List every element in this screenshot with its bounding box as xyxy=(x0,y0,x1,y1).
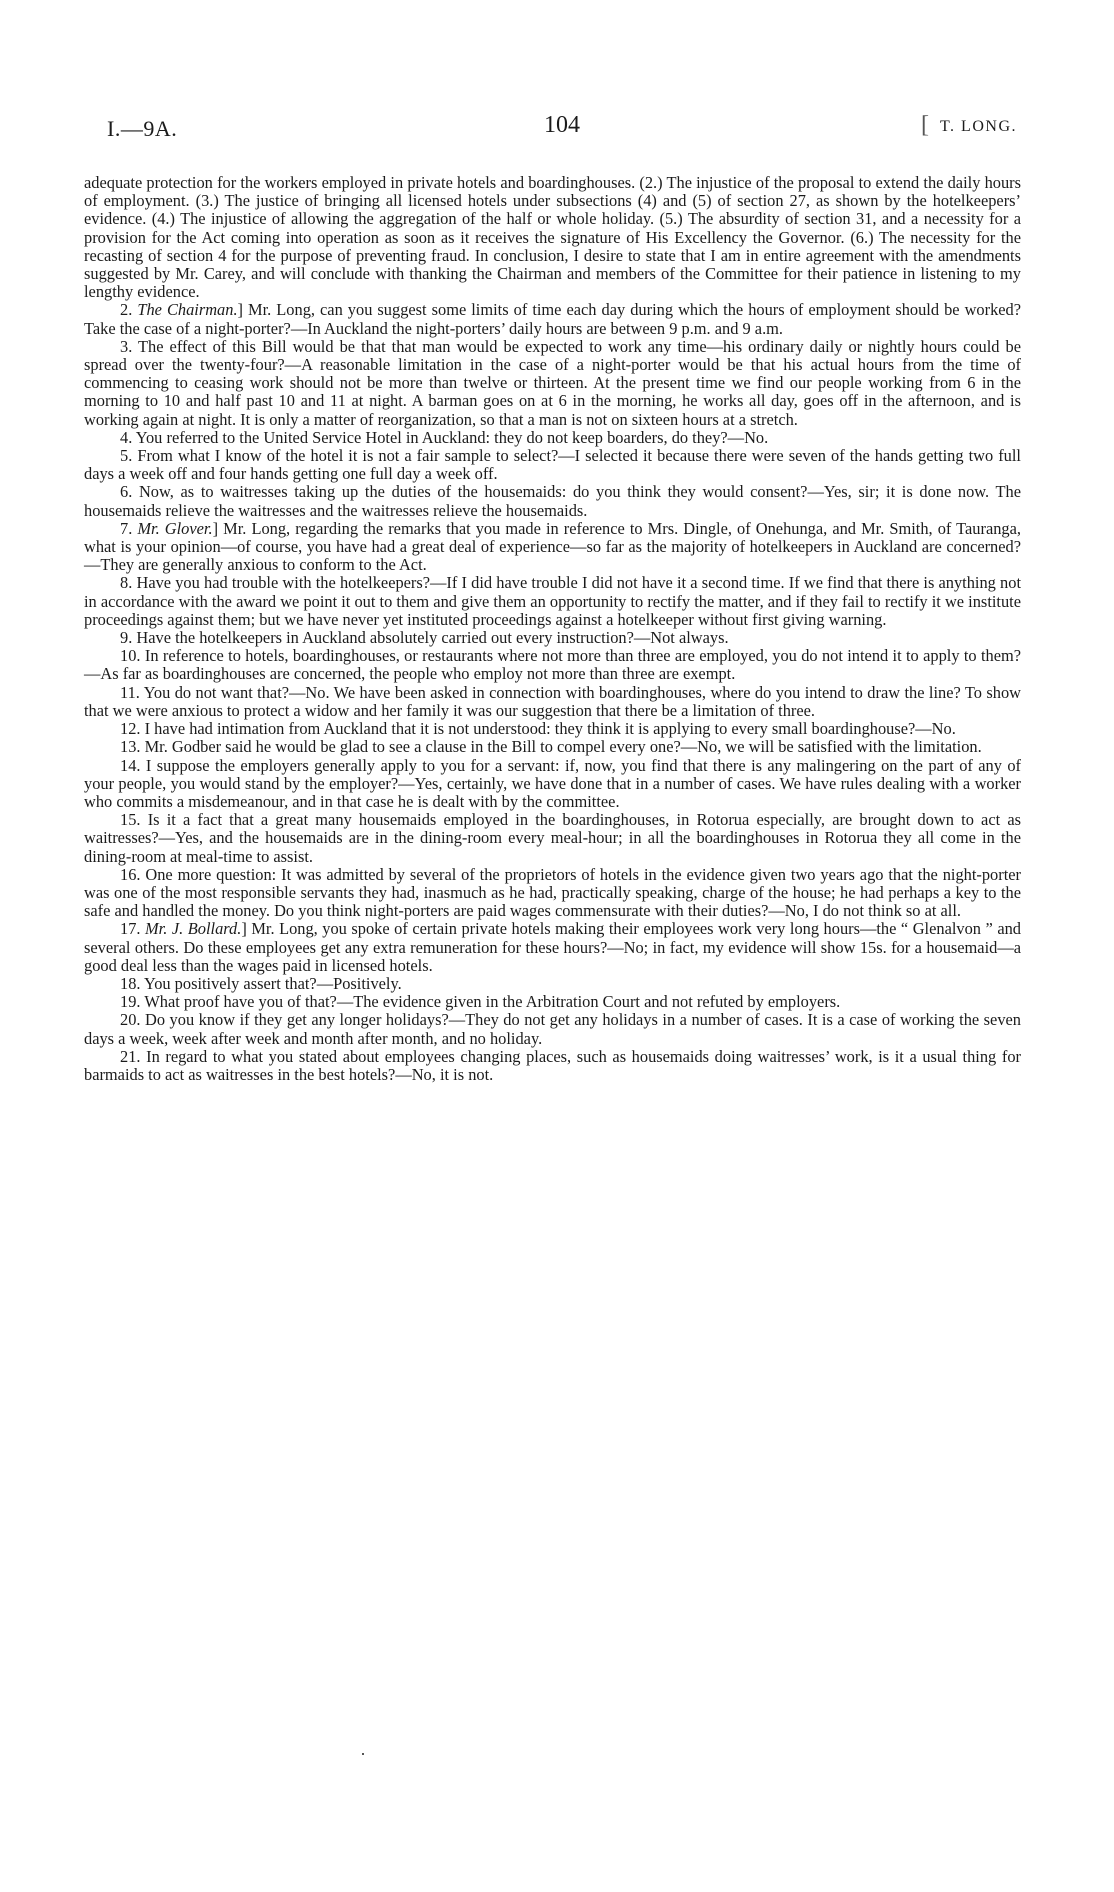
paragraph: 11. You do not want that?—No. We have been asked in connection with boardinghouses, where do you intend to draw the line? To show that we were anxious to protect a widow and her family it was our suggestion that there be a limitation of three. xyxy=(84,682,1021,720)
paragraph: 6. Now, as to waitresses taking up the duties of the housemaids: do you think they would consent?—Yes, sir; it is done now. The housemaids relieve the waitresses and the waitresses relieve the housemaids. xyxy=(84,482,1021,520)
paragraph: 4. You referred to the United Service Hotel in Auckland: they do not keep boarders, do they?—No. xyxy=(120,427,769,447)
evidence-text xyxy=(84,174,1021,1084)
paragraph: 10. In reference to hotels, boardinghouses, or restaurants where not more than three are employed, you do not intend it to apply to them?—As far as boardinghouses are concerned, the people who employ not more than three are exempt. xyxy=(84,646,1021,684)
paragraph: 13. Mr. Godber said he would be glad to see a clause in the Bill to compel every one?—No, we will be satisfied with the limitation. xyxy=(120,737,982,757)
paragraph: 15. Is it a fact that a great many housemaids employed in the boardinghouses, in Rotorua especially, are brought down to act as waitresses?—Yes, and the housemaids are in the dining-room every meal-hour; in all the boardinghouses in Rotorua they all come in the dining-room at meal-time to assist. xyxy=(84,810,1021,866)
paragraph: 8. Have you had trouble with the hotelkeepers?—If I did have trouble I did not have it a second time. If we find that there is anything not in accordance with the award we point it out to them and give them an opportunity to rectify the matter, and if they fail to rectify it we institute proceedings against them; but we have never yet instituted proceedings against a hotelkeeper without first giving warning. xyxy=(84,573,1021,629)
paragraph: 7. Mr. Glover.] Mr. Long, regarding the remarks that you made in reference to Mrs. Dingle, of Onehunga, and Mr. Smith, of Tauranga, what is your opinion—of course, you have had a great deal of experience—so far as the majority of hotelkeepers in Auckland are concerned?—They are generally anxious to conform to the Act. xyxy=(84,518,1021,575)
paragraph: 18. You positively assert that?—Positively. xyxy=(120,973,402,993)
paragraph: 9. Have the hotelkeepers in Auckland absolutely carried out every instruction?—Not always. xyxy=(120,628,729,648)
paragraph: 19. What proof have you of that?—The evidence given in the Arbitration Court and not refuted by employers. xyxy=(120,992,841,1012)
paragraph: 20. Do you know if they get any longer holidays?—They do not get any holidays in a number of cases. It is a case of working the seven days a week, week after week and month after month, and no holiday. xyxy=(84,1010,1021,1048)
page-header xyxy=(107,112,1017,152)
witness-name: T. LONG. xyxy=(939,118,1017,135)
paragraph: 21. In regard to what you stated about employees changing places, such as housemaids doing waitresses’ work, is it a usual thing for barmaids to act as waitresses in the best hotels?—No, it is not. xyxy=(84,1046,1021,1084)
print-speck xyxy=(362,1753,364,1755)
paragraph: 17. Mr. J. Bollard.] Mr. Long, you spoke of certain private hotels making their employees work very long hours—the “ Glenalvon ” and several others. Do these employees get any extra remuneration for these hours?—No; in fact, my evidence will show 15s. for a housemaid—a good deal less than the wages paid in licensed hotels. xyxy=(84,919,1021,975)
paragraph: 16. One more question: It was admitted by several of the proprietors of hotels in the evidence given two years ago that the night-porter was one of the most responsible servants they had, inasmuch as he had, practically speaking, charge of the house; he had perhaps a key to the safe and handled the money. Do you think night-porters are paid wages commensurate with their duties?—No, I do not think so at all. xyxy=(84,864,1021,921)
paragraph: 5. From what I know of the hotel it is not a fair sample to select?—I selected it because there were seven of the hands getting two full days a week off and four hands getting one full day a week off. xyxy=(84,446,1021,484)
paragraph: 2. The Chairman.] Mr. Long, can you suggest some limits of time each day during which the hours of employment should be worked? Take the case of a night-porter?—In Auckland the night-porters’ daily hours are between 9 p.m. and 9 a.m. xyxy=(84,300,1022,338)
paragraph: 3. The effect of this Bill would be that that man would be expected to work any time—his ordinary daily or nightly hours could be spread over the twenty-four?—A reasonable limitation in the case of a night-porter would be that his actual hours from the time of commencing to ceasing work should not be more than twelve or thirteen. At the present time we find our people working from 6 in the morning to 10 and half past 10 and 11 at night. A barman goes on at 6 in the morning, he works all day, goes off in the afternoon, and is working again at night. It is only a matter of reorganization, so that a man is not on sixteen hours at a stretch. xyxy=(84,336,1021,429)
paragraph: adequate protection for the workers employed in private hotels and boardinghouses. (2.) The injustice of the proposal to extend the daily hours of employment. (3.) The justice of bringing all licensed hotels under subsections (4) and (5) of section 27, as shown by the hotelkeepers’ evidence. (4.) The injustice of allowing the aggregation of the half or whole holiday. (5.) The absurdity of section 31, and a necessity for a provision for the Act coming into operation as soon as it receives the signature of His Excellency the Governor. (6.) The necessity for the recasting of section 4 for the purpose of preventing fraud. In conclusion, I desire to state that I am in entire agreement with the amendments suggested by Mr. Carey, and will conclude with thanking the Chairman and members of the Committee for their patience in listening to my lengthy evidence. xyxy=(84,173,1021,302)
paper-reference: I.—9A. xyxy=(107,116,178,141)
paragraph: 12. I have had intimation from Auckland that it is not understood: they think it is applying to every small boardinghouse?—No. xyxy=(120,719,956,739)
bracket-glyph: [ xyxy=(921,112,929,138)
paragraph: 14. I suppose the employers generally apply to you for a servant: if, now, you find that there is any malingering on the part of any of your people, you would stand by the employer?—Yes, certainly, we have done that in a number of cases. We have rules dealing with a worker who commits a misdemeanour, and in that case he is dealt with by the committee. xyxy=(84,755,1021,811)
page-number: 104 xyxy=(544,112,580,138)
